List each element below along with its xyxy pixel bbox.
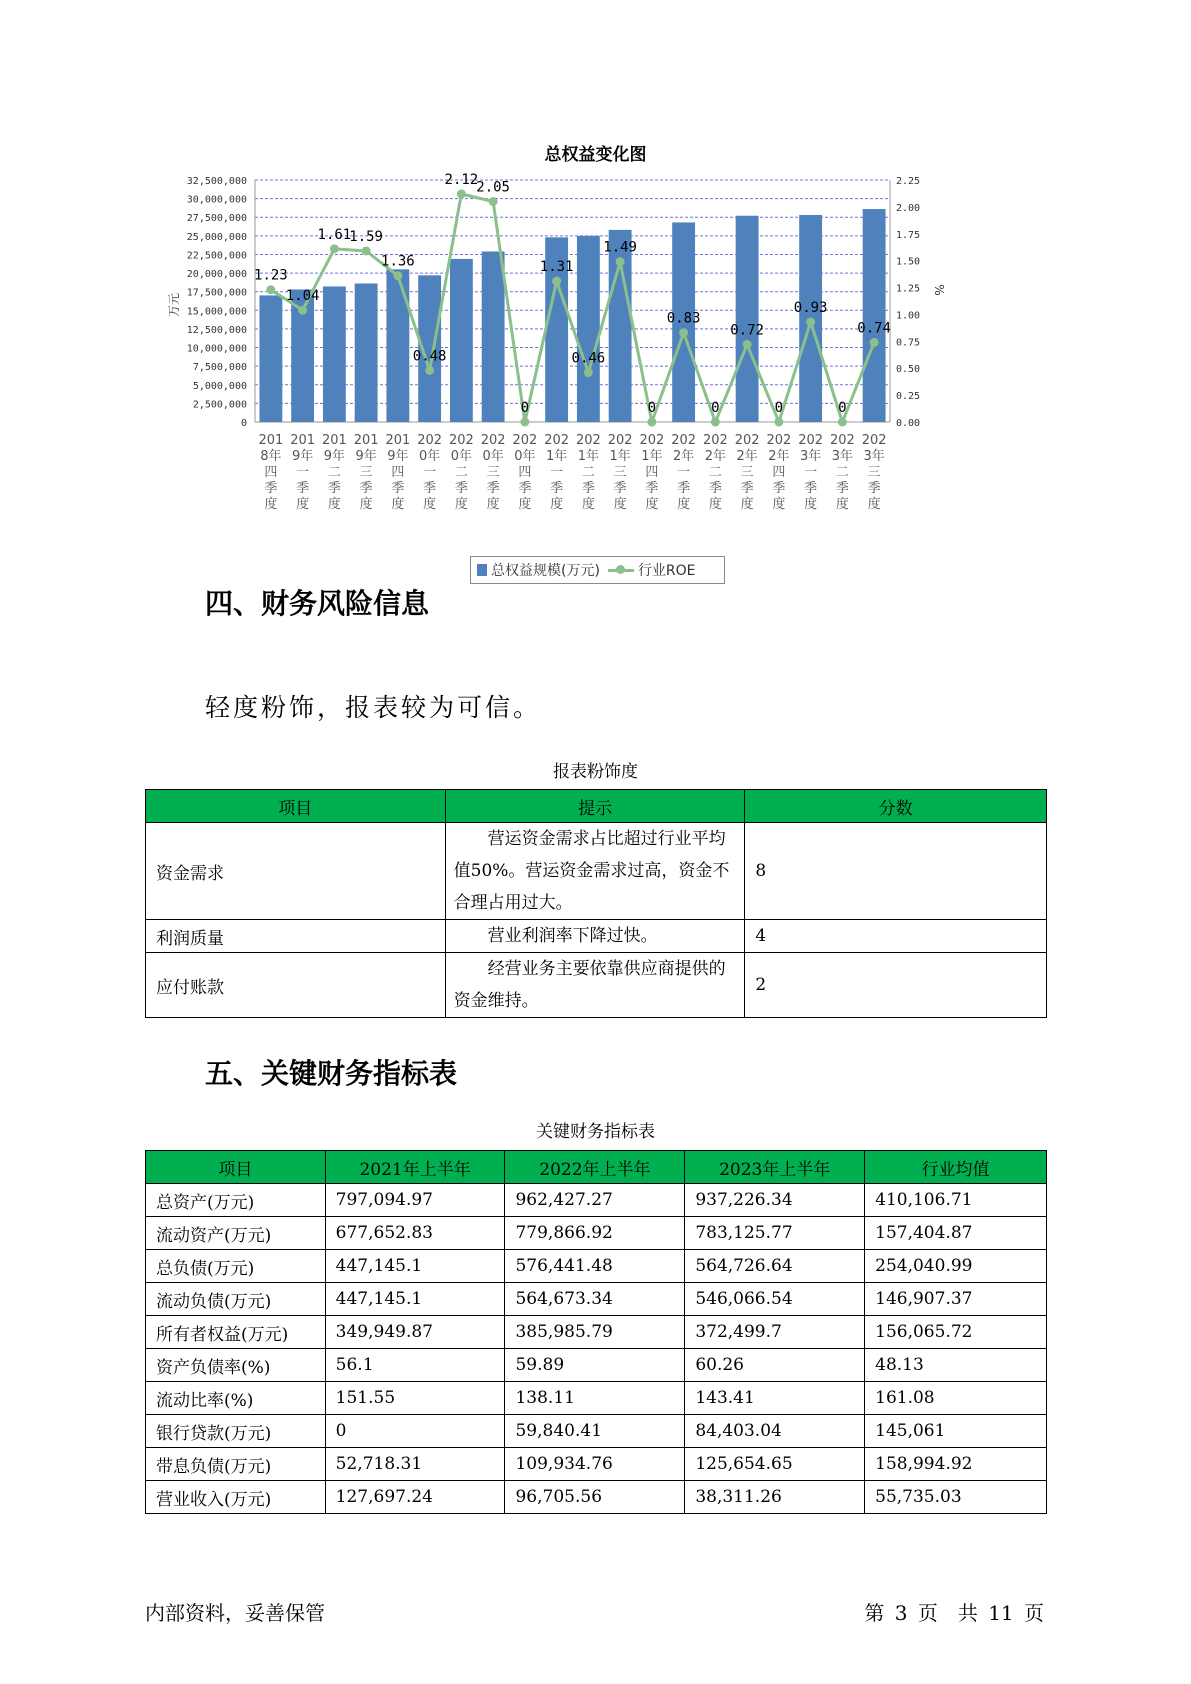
roe-data-label: 0 (520, 400, 530, 416)
roe-point (330, 244, 339, 253)
x-tick-label: 9年 (355, 449, 377, 464)
y2-tick-label: 1.75 (896, 229, 921, 241)
roe-point (425, 366, 434, 375)
page-number (862, 1597, 1046, 1626)
indicator-value: 38,311.26 (685, 1481, 865, 1514)
indicator-value: 937,226.34 (685, 1184, 865, 1217)
indicator-value: 146,907.37 (865, 1283, 1047, 1316)
indicator-value: 151.55 (325, 1382, 505, 1415)
indicator-value: 158,994.92 (865, 1448, 1047, 1481)
roe-data-label: 1.31 (539, 259, 574, 276)
indicator-value: 59.89 (505, 1349, 685, 1382)
indicator-value: 447,145.1 (325, 1250, 505, 1283)
indicator-value: 60.26 (685, 1349, 865, 1382)
y2-tick-label: 0.50 (896, 364, 921, 376)
indicator-value: 143.41 (685, 1382, 865, 1415)
roe-data-label: 0 (774, 400, 784, 416)
table-row (146, 1250, 1047, 1283)
x-tick-label: 1年 (545, 449, 568, 464)
x-tick-label: 201 (385, 433, 411, 448)
risk-table-header (146, 790, 1047, 823)
roe-point (647, 418, 656, 427)
x-tick-label: 季 (264, 481, 278, 496)
roe-point (362, 246, 371, 255)
risk-score: 8 (745, 823, 1047, 920)
equity-bar (323, 286, 346, 422)
y2-tick-label: 2.25 (896, 176, 921, 187)
equity-bar (863, 209, 886, 422)
risk-tip: 经营业务主要依靠供应商提供的资金维持。 (445, 953, 745, 1018)
column-header: 2022年上半年 (505, 1151, 685, 1184)
x-tick-label: 202 (829, 433, 855, 448)
x-tick-label: 度 (708, 497, 722, 512)
x-tick-label: 201 (321, 433, 347, 448)
x-tick-label: 三 (740, 465, 754, 480)
table-row (146, 953, 1047, 1018)
indicator-value: 385,985.79 (505, 1316, 685, 1349)
y2-axis-label: % (932, 284, 946, 296)
x-tick-label: 201 (353, 433, 379, 448)
x-tick-label: 度 (264, 497, 278, 512)
x-tick-label: 1年 (641, 449, 663, 464)
indicator-value: 96,705.56 (505, 1481, 685, 1514)
x-tick-label: 202 (734, 433, 760, 448)
y2-tick-label: 2.00 (896, 202, 921, 214)
x-tick-label: 三 (359, 465, 373, 480)
y-tick-label: 22,500,000 (186, 250, 247, 262)
roe-data-label: 0 (647, 400, 657, 416)
equity-bar (355, 284, 378, 422)
roe-data-label: 1.61 (317, 226, 352, 243)
x-tick-label: 度 (645, 497, 659, 512)
indicator-value: 0 (325, 1415, 505, 1448)
indicator-value: 779,866.92 (505, 1217, 685, 1250)
x-tick-label: 202 (512, 433, 538, 448)
indicator-value: 145,061 (865, 1415, 1047, 1448)
x-tick-label: 202 (766, 433, 792, 448)
column-header: 项目 (146, 790, 446, 823)
x-tick-label: 一 (423, 465, 437, 480)
roe-point (266, 285, 275, 294)
x-tick-label: 季 (359, 481, 373, 496)
x-tick-label: 2年 (768, 449, 790, 464)
roe-point (393, 271, 402, 280)
roe-data-label: 2.05 (476, 179, 510, 196)
x-tick-label: 季 (708, 481, 722, 496)
y2-tick-label: 1.00 (896, 310, 921, 322)
indicator-name: 所有者权益(万元) (146, 1316, 326, 1349)
indicator-value: 161.08 (865, 1382, 1047, 1415)
indicator-name: 资产负债率(%) (146, 1349, 326, 1382)
x-tick-label: 二 (835, 465, 849, 480)
risk-score: 4 (745, 920, 1047, 953)
roe-point (711, 418, 720, 427)
indicator-value: 56.1 (325, 1349, 505, 1382)
risk-tip: 营运资金需求占比超过行业平均值50%。营运资金需求过高，资金不合理占用过大。 (445, 823, 745, 920)
x-tick-label: 202 (417, 433, 443, 448)
x-tick-label: 一 (804, 465, 818, 480)
x-tick-label: 202 (575, 433, 601, 448)
x-tick-label: 季 (296, 481, 310, 496)
risk-summary: 轻度粉饰，报表较为可信。 (205, 693, 542, 722)
roe-point (616, 257, 625, 266)
x-tick-label: 1年 (577, 449, 600, 464)
legend-line-swatch (608, 564, 634, 576)
roe-data-label: 0.83 (666, 310, 701, 327)
x-tick-label: 季 (645, 481, 659, 496)
page-suffix: 页 (1024, 1601, 1044, 1625)
equity-bar (450, 259, 473, 422)
x-tick-label: 202 (861, 433, 887, 448)
x-tick-label: 季 (391, 481, 405, 496)
x-tick-label: 度 (518, 497, 532, 512)
x-tick-label: 三 (613, 465, 627, 480)
roe-point (298, 306, 307, 315)
indicator-value: 447,145.1 (325, 1283, 505, 1316)
table-row (146, 1217, 1047, 1250)
y2-tick-label: 1.25 (896, 283, 921, 295)
y-tick-label: 15,000,000 (186, 306, 247, 318)
indicator-value: 156,065.72 (865, 1316, 1047, 1349)
x-tick-label: 度 (327, 497, 341, 512)
x-tick-label: 0年 (482, 449, 504, 464)
x-tick-label: 季 (423, 481, 437, 496)
column-header: 2021年上半年 (325, 1151, 505, 1184)
roe-point (679, 328, 688, 337)
indicator-value: 410,106.71 (865, 1184, 1047, 1217)
indicator-value: 546,066.54 (685, 1283, 865, 1316)
x-tick-label: 季 (804, 481, 818, 496)
risk-score: 2 (745, 953, 1047, 1018)
x-tick-label: 三 (486, 465, 500, 480)
roe-data-label: 1.49 (603, 239, 637, 256)
table-row (146, 1448, 1047, 1481)
risk-table-caption: 报表粉饰度 (553, 762, 638, 782)
x-tick-label: 季 (867, 481, 881, 496)
equity-bar (482, 251, 505, 422)
roe-point (774, 418, 783, 427)
y2-tick-label: 0.00 (896, 418, 921, 429)
y-axis-label: 万元 (167, 292, 181, 318)
x-tick-label: 季 (581, 481, 595, 496)
indicator-name: 营业收入(万元) (146, 1481, 326, 1514)
x-tick-label: 度 (454, 497, 468, 512)
table-row (146, 1349, 1047, 1382)
x-tick-label: 1年 (609, 449, 631, 464)
x-tick-label: 9年 (387, 449, 409, 464)
equity-bar (736, 216, 759, 422)
indicator-name: 带息负债(万元) (146, 1448, 326, 1481)
indicator-value: 372,499.7 (685, 1316, 865, 1349)
y-tick-label: 17,500,000 (186, 287, 247, 299)
x-tick-label: 度 (581, 497, 595, 512)
x-tick-label: 202 (544, 433, 570, 448)
x-tick-label: 0年 (450, 449, 473, 464)
roe-data-label: 1.36 (381, 253, 415, 270)
x-tick-label: 202 (448, 433, 474, 448)
footer-confidential: 内部资料，妥善保管 (145, 1601, 325, 1625)
indicator-value: 783,125.77 (685, 1217, 865, 1250)
page-mid: 页 共 (917, 1601, 978, 1625)
indicator-value: 48.13 (865, 1349, 1047, 1382)
y-tick-label: 25,000,000 (186, 231, 247, 243)
indicator-value: 564,673.34 (505, 1283, 685, 1316)
y2-tick-label: 0.75 (896, 337, 921, 349)
x-tick-label: 度 (359, 497, 373, 512)
indicator-name: 银行贷款(万元) (146, 1415, 326, 1448)
x-tick-label: 季 (550, 481, 564, 496)
indicator-value: 55,735.03 (865, 1481, 1047, 1514)
x-tick-label: 四 (645, 465, 659, 480)
roe-data-label: 1.04 (285, 288, 320, 305)
table-row (146, 1184, 1047, 1217)
risk-table (145, 789, 1047, 1018)
x-tick-label: 季 (835, 481, 849, 496)
equity-bar (577, 236, 600, 422)
indicator-value: 797,094.97 (325, 1184, 505, 1217)
roe-data-label: 1.23 (254, 267, 288, 284)
indicator-value: 59,840.41 (505, 1415, 685, 1448)
equity-chart (160, 170, 980, 520)
indicator-name: 流动负债(万元) (146, 1283, 326, 1316)
table-row (146, 1316, 1047, 1349)
x-tick-label: 度 (486, 497, 500, 512)
indicator-value: 125,654.65 (685, 1448, 865, 1481)
risk-section-heading: 四、财务风险信息 (205, 587, 430, 620)
roe-data-label: 0.74 (857, 320, 891, 337)
column-header: 提示 (445, 790, 745, 823)
legend-label-roe: 行业ROE (637, 563, 696, 579)
y-tick-label: 30,000,000 (186, 194, 247, 206)
y-tick-label: 0 (240, 418, 247, 429)
x-tick-label: 201 (290, 433, 316, 448)
indicator-value: 254,040.99 (865, 1250, 1047, 1283)
chart-legend (470, 556, 725, 584)
column-header: 分数 (745, 790, 1047, 823)
x-tick-label: 四 (772, 465, 786, 480)
x-tick-label: 3年 (799, 449, 822, 464)
current-page: 3 (894, 1601, 908, 1625)
indicator-value: 157,404.87 (865, 1217, 1047, 1250)
indicator-value: 962,427.27 (505, 1184, 685, 1217)
roe-data-label: 0 (838, 400, 847, 416)
equity-bar (259, 295, 282, 422)
table-row (146, 1415, 1047, 1448)
x-tick-label: 一 (677, 465, 691, 480)
x-tick-label: 202 (702, 433, 728, 448)
x-tick-label: 202 (639, 433, 665, 448)
x-tick-label: 季 (613, 481, 627, 496)
x-tick-label: 2年 (672, 449, 695, 464)
table-row (146, 1382, 1047, 1415)
roe-point (838, 418, 847, 427)
x-tick-label: 季 (677, 481, 691, 496)
x-tick-label: 度 (613, 497, 627, 512)
roe-data-label: 0.72 (730, 322, 764, 339)
risk-item: 应付账款 (146, 953, 446, 1018)
key-indicator-table (145, 1150, 1047, 1514)
roe-point (552, 277, 561, 286)
chart-title: 总权益变化图 (544, 145, 647, 165)
x-tick-label: 9年 (291, 449, 314, 464)
risk-tip: 营业利润率下降过快。 (445, 920, 745, 953)
roe-point (870, 338, 879, 347)
x-tick-label: 8年 (260, 449, 282, 464)
x-tick-label: 9年 (323, 449, 346, 464)
x-tick-label: 201 (258, 433, 284, 448)
y-tick-label: 20,000,000 (186, 269, 247, 281)
roe-point (457, 189, 466, 198)
indicator-value: 127,697.24 (325, 1481, 505, 1514)
x-tick-label: 一 (296, 465, 310, 480)
x-tick-label: 0年 (514, 449, 536, 464)
indicator-value: 52,718.31 (325, 1448, 505, 1481)
roe-point (584, 368, 593, 377)
column-header: 2023年上半年 (685, 1151, 865, 1184)
total-pages: 11 (988, 1601, 1014, 1625)
y-tick-label: 7,500,000 (192, 362, 247, 374)
equity-bar (386, 269, 409, 422)
x-tick-label: 度 (867, 497, 881, 512)
x-tick-label: 季 (486, 481, 500, 496)
y-tick-label: 12,500,000 (186, 324, 247, 336)
roe-point (489, 197, 498, 206)
legend-bar-swatch (477, 564, 487, 576)
indicator-value: 576,441.48 (505, 1250, 685, 1283)
indicator-value: 677,652.83 (325, 1217, 505, 1250)
y2-tick-label: 1.50 (896, 256, 921, 268)
x-tick-label: 季 (327, 481, 341, 496)
x-tick-label: 202 (480, 433, 506, 448)
x-tick-label: 三 (867, 465, 881, 480)
x-tick-label: 季 (454, 481, 468, 496)
table-row (146, 1283, 1047, 1316)
indicator-name: 流动比率(%) (146, 1382, 326, 1415)
x-tick-label: 2年 (736, 449, 758, 464)
roe-point (520, 418, 529, 427)
x-tick-label: 202 (607, 433, 633, 448)
x-tick-label: 202 (671, 433, 697, 448)
x-tick-label: 四 (391, 465, 405, 480)
x-tick-label: 度 (550, 497, 564, 512)
risk-item: 利润质量 (146, 920, 446, 953)
y-tick-label: 5,000,000 (192, 380, 247, 392)
x-tick-label: 二 (454, 465, 468, 480)
indicator-name: 总资产(万元) (146, 1184, 326, 1217)
y-tick-label: 10,000,000 (186, 343, 247, 355)
x-tick-label: 季 (740, 481, 754, 496)
x-tick-label: 度 (835, 497, 849, 512)
x-tick-label: 度 (423, 497, 437, 512)
x-tick-label: 度 (677, 497, 691, 512)
roe-data-label: 0.93 (793, 299, 828, 316)
x-tick-label: 度 (391, 497, 405, 512)
column-header: 项目 (146, 1151, 326, 1184)
indicator-name: 总负债(万元) (146, 1250, 326, 1283)
x-tick-label: 202 (798, 433, 824, 448)
page-prefix: 第 (864, 1601, 885, 1625)
indicator-value: 564,726.64 (685, 1250, 865, 1283)
column-header: 行业均值 (865, 1151, 1047, 1184)
x-tick-label: 二 (581, 465, 595, 480)
table-row (146, 1481, 1047, 1514)
roe-data-label: 0.48 (412, 348, 447, 365)
indicator-value: 109,934.76 (505, 1448, 685, 1481)
x-tick-label: 0年 (418, 449, 441, 464)
y-tick-label: 32,500,000 (186, 176, 247, 187)
x-tick-label: 四 (518, 465, 532, 480)
x-tick-label: 季 (772, 481, 786, 496)
x-tick-label: 二 (327, 465, 341, 480)
roe-data-label: 0 (711, 400, 720, 416)
y2-tick-label: 0.25 (896, 391, 921, 403)
key-table-caption: 关键财务指标表 (536, 1122, 655, 1142)
x-tick-label: 度 (740, 497, 754, 512)
roe-point (743, 340, 752, 349)
x-tick-label: 度 (772, 497, 786, 512)
indicator-value: 349,949.87 (325, 1316, 505, 1349)
indicator-value: 138.11 (505, 1382, 685, 1415)
risk-item: 资金需求 (146, 823, 446, 920)
table-row (146, 823, 1047, 920)
roe-point (806, 317, 815, 326)
x-tick-label: 3年 (863, 449, 885, 464)
key-section-heading: 五、关键财务指标表 (205, 1057, 458, 1090)
indicator-name: 流动资产(万元) (146, 1217, 326, 1250)
y-tick-label: 2,500,000 (192, 399, 247, 411)
roe-data-label: 0.46 (571, 350, 606, 367)
roe-data-label: 2.12 (444, 171, 479, 188)
x-tick-label: 一 (550, 465, 564, 480)
key-table-header (146, 1151, 1047, 1184)
x-tick-label: 季 (518, 481, 532, 496)
x-tick-label: 度 (804, 497, 818, 512)
x-tick-label: 二 (708, 465, 722, 480)
x-tick-label: 3年 (831, 449, 854, 464)
x-tick-label: 2年 (704, 449, 727, 464)
roe-data-label: 1.59 (349, 228, 383, 245)
x-tick-label: 度 (296, 497, 310, 512)
legend-label-equity: 总权益规模(万元) (491, 563, 600, 579)
x-tick-label: 四 (264, 465, 278, 480)
y-tick-label: 27,500,000 (186, 213, 247, 225)
indicator-value: 84,403.04 (685, 1415, 865, 1448)
table-row (146, 920, 1047, 953)
